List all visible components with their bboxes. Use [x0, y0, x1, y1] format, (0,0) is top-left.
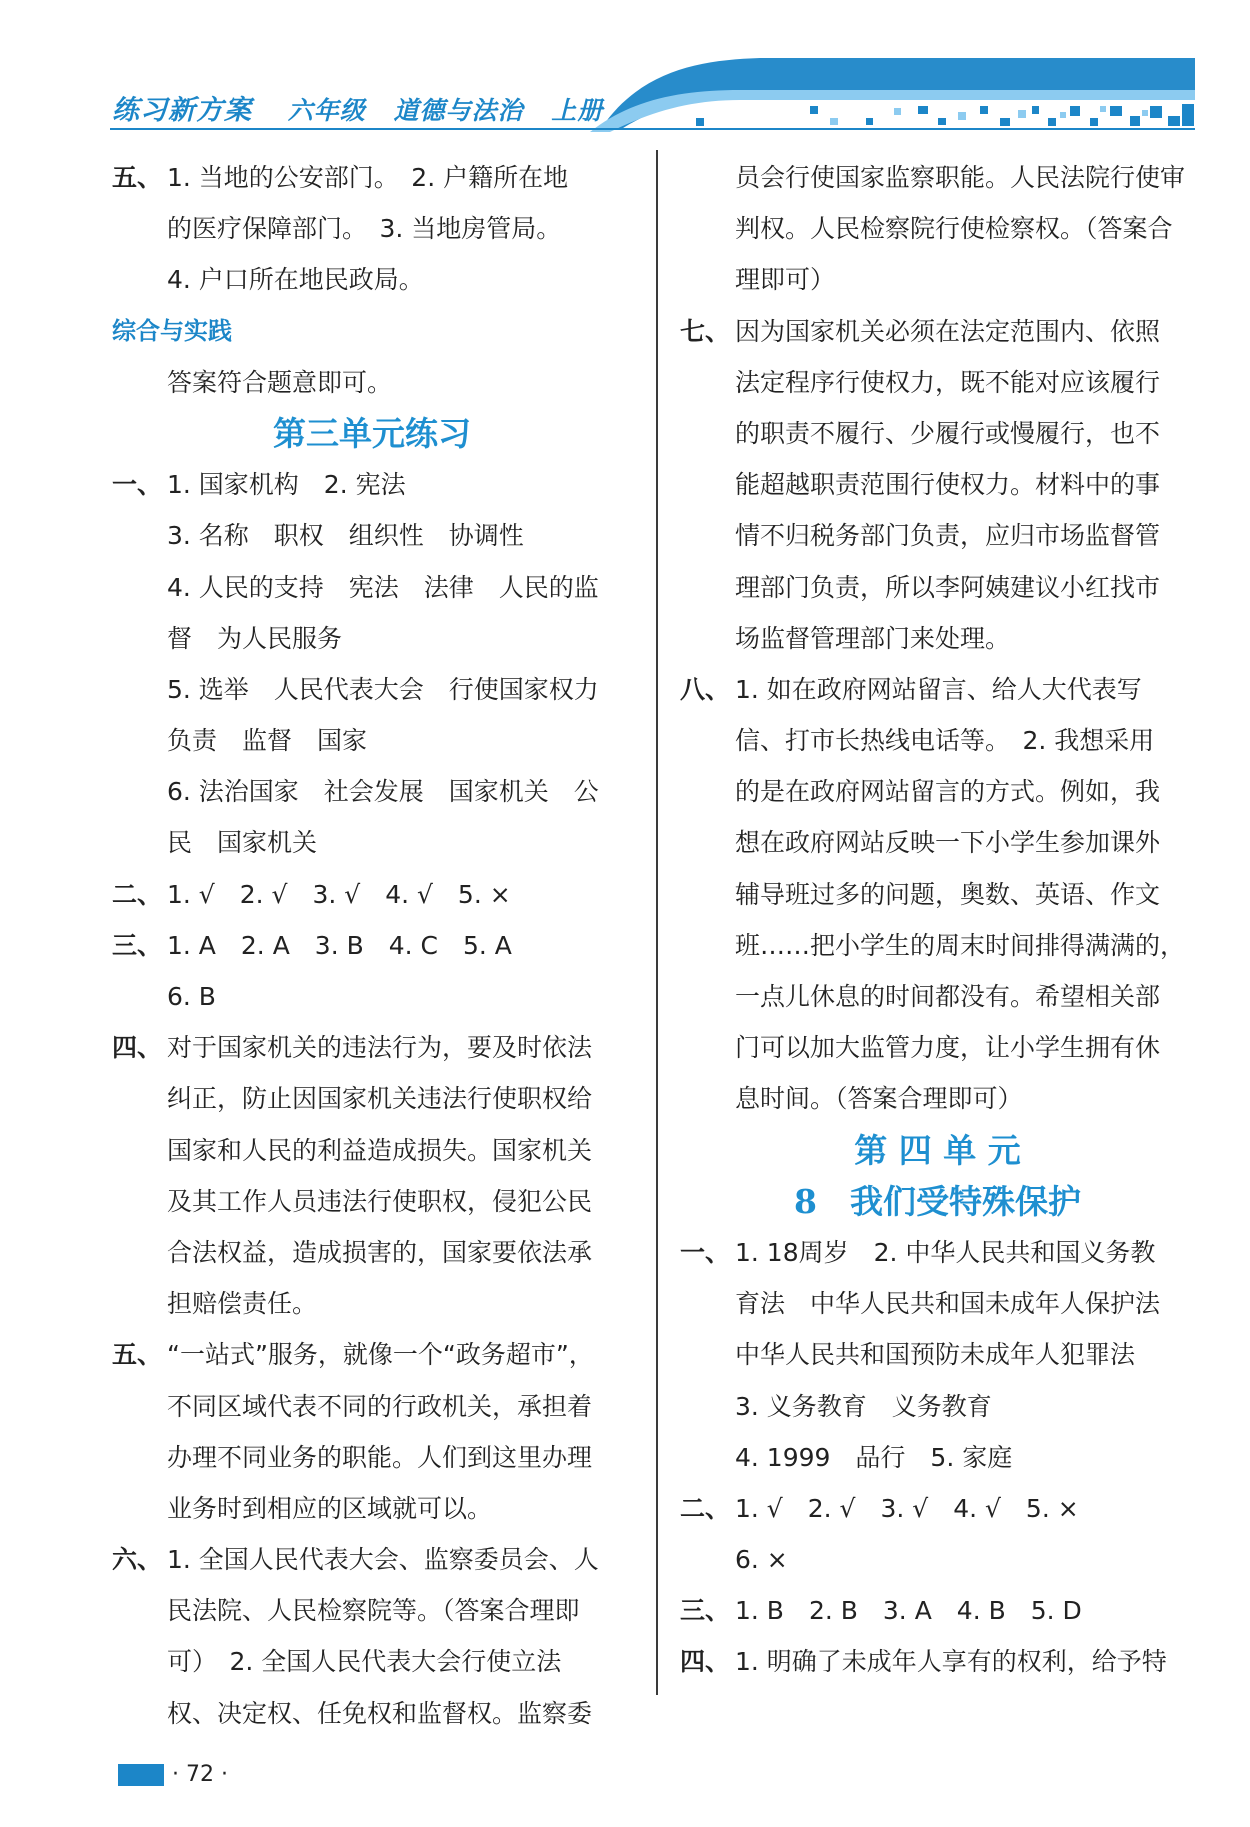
answer-line [680, 459, 1195, 510]
answer-line [112, 1381, 632, 1432]
answer-text: 4. 户口所在地民政局。 [167, 265, 424, 295]
answer-text: 国家和人民的利益造成损失。国家机关 [167, 1135, 593, 1165]
answer-line [112, 664, 632, 715]
question-line [680, 1636, 1195, 1687]
answer-text: 班……把小学生的周末时间排得满满的， [735, 930, 1186, 960]
unit-title: 8 我们受特殊保护 [794, 1181, 1081, 1221]
question-number: 一、 [680, 1237, 731, 1267]
answer-text: 的职责不履行、少履行或慢履行，也不 [735, 418, 1161, 448]
answer-text: 可） 2. 全国人民代表大会行使立法 [167, 1647, 562, 1677]
unit-title: 第三单元练习 [273, 413, 471, 453]
question-line [112, 1534, 632, 1585]
question-line [112, 459, 632, 510]
answer-text: 民法院、人民检察院等。（答案合理即 [167, 1596, 580, 1626]
subject-label: 道德与法治 [393, 96, 524, 125]
page-number-bar [118, 1764, 164, 1786]
answer-text: 对于国家机关的违法行为，要及时依法 [167, 1033, 593, 1063]
answer-text: 6. B [167, 982, 216, 1011]
answer-line [112, 357, 632, 408]
answer-text: 中华人民共和国预防未成年人犯罪法 [735, 1340, 1136, 1370]
unit-title: 第 四 单 元 [854, 1130, 1021, 1170]
answer-line [112, 1227, 632, 1278]
answer-text: 6. 法治国家 社会发展 国家机关 公 [167, 777, 599, 807]
answer-line [112, 1585, 632, 1636]
question-number: 五、 [112, 163, 163, 192]
answer-text: 4. 1999 品行 5. 家庭 [735, 1442, 1013, 1472]
answer-text: 辅导班过多的问题，奥数、英语、作文 [735, 879, 1161, 909]
answer-text: 理部门负责，所以李阿姨建议小红找市 [735, 572, 1161, 602]
answer-text: 一点儿休息的时间都没有。希望相关部 [735, 982, 1161, 1011]
answer-line [112, 1073, 632, 1124]
answer-line [112, 203, 632, 254]
answer-text: 4. 人民的支持 宪法 法律 人民的监 [167, 572, 599, 602]
column-divider [656, 150, 658, 1695]
question-number: 三、 [680, 1596, 731, 1626]
answer-line [680, 817, 1195, 868]
answer-line [680, 613, 1195, 664]
answer-text: 因为国家机关必须在法定范围内、依照 [735, 316, 1161, 346]
answer-line [680, 766, 1195, 817]
question-line [680, 1483, 1195, 1534]
answer-line [680, 408, 1195, 459]
answer-text: 5. 选举 人民代表大会 行使国家权力 [167, 674, 599, 704]
answer-line [680, 1022, 1195, 1073]
answer-text: 1. √ 2. √ 3. √ 4. √ 5. × [735, 1493, 1079, 1523]
answer-text: 纠正，防止因国家机关违法行使职权给 [167, 1084, 593, 1114]
answer-text: 合法权益，造成损害的，国家要依法承 [167, 1237, 593, 1267]
question-number: 七、 [680, 316, 731, 346]
answer-text: 能超越职责范围行使权力。材料中的事 [735, 470, 1161, 500]
grade-label: 六年级 [287, 96, 366, 125]
answer-text: 业务时到相应的区域就可以。 [167, 1493, 493, 1523]
page-header [0, 0, 1250, 140]
answer-line [112, 971, 632, 1022]
answer-text: 1. A 2. A 3. B 4. C 5. A [167, 930, 512, 960]
answer-line [680, 715, 1195, 766]
answer-line [680, 510, 1195, 561]
answer-line [680, 562, 1195, 613]
answer-text: 情不归税务部门负责，应归市场监督管 [735, 521, 1161, 551]
question-line [680, 1227, 1195, 1278]
answer-text: 想在政府网站反映一下小学生参加课外 [735, 828, 1161, 858]
answer-text: 1. 明确了未成年人享有的权利，给予特 [735, 1647, 1167, 1677]
volume-label: 上册 [551, 96, 604, 125]
left-column [112, 152, 632, 1739]
question-line [112, 920, 632, 971]
answer-text: 门可以加大监管力度，让小学生拥有休 [735, 1033, 1161, 1063]
question-line [112, 869, 632, 920]
answer-text: 权、决定权、任免权和监督权。监察委 [167, 1698, 593, 1728]
answer-text: 场监督管理部门来处理。 [735, 623, 1011, 653]
answer-text: 督 为人民服务 [167, 623, 343, 653]
answer-line [112, 562, 632, 613]
answer-text: 答案符合题意即可。 [167, 367, 393, 397]
answer-text: 1. 当地的公安部门。 2. 户籍所在地 [167, 163, 569, 192]
question-number: 三、 [112, 930, 163, 960]
answer-text: 民 国家机关 [167, 828, 318, 858]
answer-text: 1. 全国人民代表大会、监察委员会、人 [167, 1545, 599, 1575]
answer-text: 信、打市长热线电话等。 2. 我想采用 [735, 726, 1155, 756]
question-number: 六、 [112, 1545, 163, 1575]
answer-line [680, 203, 1195, 254]
answer-line [680, 920, 1195, 971]
answer-line [680, 152, 1195, 203]
answer-text: 及其工作人员违法行使职权，侵犯公民 [167, 1186, 593, 1216]
answer-line [680, 1534, 1195, 1585]
question-number: 一、 [112, 470, 163, 500]
answer-text: 1. B 2. B 3. A 4. B 5. D [735, 1596, 1082, 1626]
answer-line [112, 766, 632, 817]
answer-line [112, 1125, 632, 1176]
answer-text: 息时间。（答案合理即可） [735, 1084, 1023, 1114]
answer-line [112, 1688, 632, 1739]
answer-text: 6. × [735, 1545, 788, 1575]
answer-text: 员会行使国家监察职能。人民法院行使审 [735, 163, 1186, 192]
answer-text: 1. 18周岁 2. 中华人民共和国义务教 [735, 1237, 1156, 1267]
answer-text: 3. 义务教育 义务教育 [735, 1391, 992, 1421]
page-number-text: · 72 · [172, 1762, 228, 1787]
answer-text: 不同区域代表不同的行政机关，承担着 [167, 1391, 593, 1421]
answer-line [112, 1432, 632, 1483]
answer-line [112, 1176, 632, 1227]
answer-line [112, 1636, 632, 1687]
question-line [680, 306, 1195, 357]
question-number: 五、 [112, 1340, 163, 1370]
answer-text: 理即可） [735, 265, 836, 295]
answer-line [680, 254, 1195, 305]
answer-text: 的医疗保障部门。 3. 当地房管局。 [167, 214, 562, 244]
answer-line [112, 1278, 632, 1329]
answer-text: 负责 监督 国家 [167, 726, 368, 756]
question-number: 二、 [112, 879, 163, 909]
right-column [680, 152, 1195, 1688]
answer-line [112, 817, 632, 868]
page-number [118, 1762, 228, 1792]
answer-line [680, 1381, 1195, 1432]
answer-text: 1. 国家机构 2. 宪法 [167, 470, 406, 500]
question-line [112, 1022, 632, 1073]
question-line [112, 152, 632, 203]
answer-line [112, 1483, 632, 1534]
answer-text: 1. √ 2. √ 3. √ 4. √ 5. × [167, 879, 511, 909]
answer-line [680, 1329, 1195, 1380]
answer-text: 3. 名称 职权 组织性 协调性 [167, 521, 524, 551]
answer-text: 担赔偿责任。 [167, 1289, 318, 1319]
answer-text: 法定程序行使权力，既不能对应该履行 [735, 367, 1161, 397]
answer-line [680, 971, 1195, 1022]
answer-line [680, 1278, 1195, 1329]
answer-text: 办理不同业务的职能。人们到这里办理 [167, 1442, 593, 1472]
answer-line [680, 1073, 1195, 1124]
question-line [112, 1329, 632, 1380]
question-line [680, 1585, 1195, 1636]
header-title [112, 88, 621, 128]
answer-text: 1. 如在政府网站留言、给人大代表写 [735, 674, 1142, 704]
question-line [680, 664, 1195, 715]
answer-line [680, 1432, 1195, 1483]
answer-line [112, 254, 632, 305]
question-number: 四、 [680, 1647, 731, 1677]
section-heading: 综合与实践 [112, 316, 232, 345]
answer-text: 判权。人民检察院行使检察权。（答案合 [735, 214, 1173, 244]
answer-line [112, 510, 632, 561]
answer-text: “一站式”服务，就像一个“政务超市”， [167, 1340, 594, 1370]
answer-line [680, 357, 1195, 408]
question-number: 八、 [680, 674, 731, 704]
question-number: 二、 [680, 1493, 731, 1523]
question-number: 四、 [112, 1033, 163, 1063]
answer-text: 的是在政府网站留言的方式。例如，我 [735, 777, 1161, 807]
book-title: 练习新方案 [112, 95, 252, 126]
answer-line [112, 715, 632, 766]
answer-line [112, 613, 632, 664]
answer-line [680, 869, 1195, 920]
answer-text: 育法 中华人民共和国未成年人保护法 [735, 1289, 1161, 1319]
